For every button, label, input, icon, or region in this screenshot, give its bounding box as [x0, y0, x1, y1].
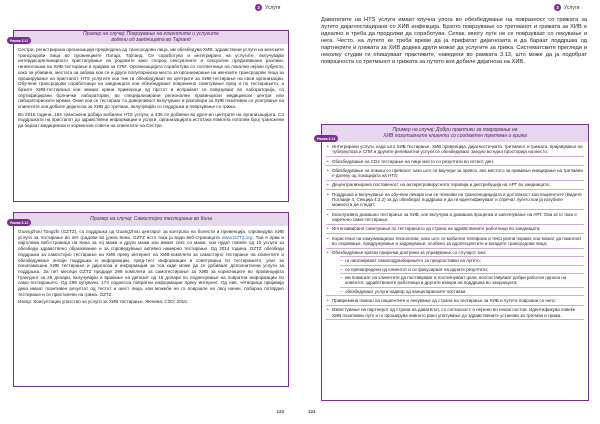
list-item: • Децентрализирана поставеност на антиретровирусната терапија и дистрибуција на АРТ во заедницата; — [326, 182, 584, 190]
box-tag: Рамка 3.12 — [7, 219, 31, 226]
paragraph-text: Guangzhou Tongzhi (GZTZ), со поддршка од Guangzhou центарот за контрола на болести и превенција, спроведува ХИВ услуги за тестирање во пет градови во јужна Кина. GZTZ исто така ја води веб-страницата — [18, 229, 284, 240]
box-title-line2: водени од заедницата во Тајланд — [111, 36, 191, 43]
case-box-thailand — [10, 30, 289, 202]
list-item: • Ексклузивно домашно тестирање за ХИВ, кое вклучува и домашна проценка и започнување на АРТ. Ова исто така е наречено само-тестирање; — [326, 212, 584, 225]
sub-list — [332, 256, 584, 293]
practice-list — [322, 142, 588, 320]
list-item: • Обезбедување на помош со превозот, како што се ваучери за превоз, ако местото за примање иницирање на третмани е далеку од локацијата на HTS; — [326, 168, 584, 181]
page-number: 124 — [308, 409, 316, 414]
paragraph-text-cont: . Таа е прва и најголема веб-страница на Кина за геј мажи и други мажи кои имаат секс со мажи, кои нудат повеќе од 10 услуги за обезбеди здравствено образование и за спроведување активно намерно тестирање. Од 2014 година, GZTZ обезбеди поддршка за самостојно тестирање на ХИВ преку интернет на ХИВ-комплети за самостојно тестирање на клиентите и обезбедување онлајн поддршка и информации, пред-тест информации и советувања по тестирањето, упат за понатамошни ХИВ тестирање и дијагноза и информации за тоа каде може да се добиваат дополнителни услуги за поддршка. За пет месеци GZTZ продаде 299 комплети за самотестирање за ХИВ за корисниците во провинцијата Гуангдонг за 25 долари, вклучувајќи и враќање на депозит од 16 долари по поднесување на повратни информации по само-тестирањето. Од 299 купувачи, 174 поднесоа повратни информации преку интернет. Од нив, четворица пријавија дека имаат позитивен резултат од тестот и шест лица, кои можеби не го поврзале на овој начин, побараа потврдно тестирање и се пристапени на грижа. GZTZ. — [18, 234, 284, 297]
box-tag: Рамка 3.11 — [7, 37, 31, 44]
list-item: • Обезбедување на CD4 тестирање на лице место со резултати во истиот ден; — [326, 159, 584, 167]
case-box-linkage — [317, 124, 589, 401]
box-body — [14, 44, 288, 134]
chapter-label: Услуги — [265, 4, 281, 11]
box-title — [383, 128, 527, 139]
chapter-header — [554, 4, 579, 11]
list-item: • Поддршка и вклучување на обучени лекари кои се членови на трансенодицијата и достапност кои пациентите (Видете Поглавје 4, Секција 4.2.2) за да обезбедат поддршка и да ги идентификуваат и спречат луѓето кои ја изгубиле можноста да следат; — [326, 192, 584, 210]
list-item: • Интегрирани услуги, каде што ХИВ тестирање, ХИВ превенција, дијагностичката, третманот и грижата, пријавување на туберкулоза и СПИ и другите релевантни услуги се обезбедуваат заедно во една просторија на место; — [326, 144, 584, 157]
box-title-bar — [10, 31, 288, 44]
box-paragraph: Сестри, регистрирана организација предводена од трансродови лица, им обезбедува ХИВ, здравствени услуги на женските трансродови лица во провинциите Патаја, Тајланд. Се соработува и интегрирано на услугите, вклучувајќи интердисциплинарното пристапување на родовите како според сексуалните и сексуални предизвикани разлики, гинеколошки на ХИВ-тестирање и пријави за СПИ. Организацијата соработува со соответнице на локални нејзин субјекти, како за убавина, местата за забава кои се и други популарниска места за организирање на женските трансродови лица за проширување на пристапот. HTS услугите кои тие ги обезбедуваат во центрите за ХИВ-тестирање на свои организации. Обучени трансродови соработници на заедницата кои обезбедуваат повремено советување пред и по тестирањето, а брзите ХИВ-тестирања кои земаат крвни примероци од прстот и испраќаат се поврзуваат во лабораторија, со сертифицирани болнички лаборатории, во специјализирани регионални провинциски медицински центри или лабораториските мрежи. Оние кои се тестираат со доверливост вклучуваат и разговори за ХИВ позитивни со упатување на клиентите кои добиле дијагноза за ХИВ до третман, вклучувајќи со поддршка и поврзување со грижа. — [18, 47, 284, 110]
box-title-line1: Пример на случај: Добри практики за поврзување на — [392, 126, 518, 133]
list-item: • Користење на комуникациски технологии, како што се мобилни телефони и текстуални пораки, кои можат да помогнат во откривање, придружување и задржување, особено за адолесцентите и младите трансродови лица; — [326, 236, 584, 249]
box-title-line2: ХИВ позитивните клиенти со соодветен третман и грижа — [383, 132, 527, 139]
list-item-text: Обезбедување кратки прирачки доктрини за управување со случајот, кои: — [332, 250, 487, 256]
box-tag: Рамка 3.13 — [314, 135, 338, 142]
box-paragraph: Во 2015 година, 154 трансжени добија мобилни HTS услуги, а 435 се добиени во дроп-ин центрите на организацијата. Со поддршката на пристапот до здравствени информации и услуги, организацијата истотака помогна поголем број трансжени да бараат медицински и хормонски совети на клиентите на Сестри. — [18, 111, 284, 129]
list-item: • Известување на партнерот од страна на давателот, со согласност, а нејзино во некои постои. Идентификува повеќе ХИВ позитивни луѓе и го проширува нивното рано упатување до здравствените установи за третман и грижа. — [326, 307, 584, 320]
list-item: • Интензивирано советување по тестирањето од страна на здравствените работници во заедницата; — [326, 226, 584, 234]
box-title: Пример на случај: Самостојно тестирање во Кина — [90, 215, 212, 222]
chapter-number-badge: 3 — [554, 4, 561, 11]
box-title — [83, 32, 219, 43]
list-item: • Привремена помош на пациентите и лекување од страна на тестирање за ХИВ и лутета поврзани со нега; — [326, 298, 584, 306]
chapter-label: Услуги — [564, 4, 580, 11]
chapter-header — [255, 4, 280, 11]
box-source: Извор: Консултации упатство за услуги за ХИВ тестирање. Женева: СЗО; 2015. — [18, 299, 189, 305]
box-title-line1: Пример на случај: Поврзување на клиентите и услугите — [83, 31, 219, 37]
box-title-bar — [317, 125, 588, 142]
gztz-link[interactable]: www.GZTZ.org — [221, 234, 253, 240]
box-title-bar — [10, 213, 288, 226]
chapter-number-badge: 3 — [255, 4, 262, 11]
box-paragraph — [18, 229, 284, 297]
page-number: 123 — [276, 409, 284, 414]
box-body — [14, 226, 288, 310]
list-item — [326, 250, 584, 296]
sub-list-item: – се пренапредени од клиентот и се фокусираат на идните резултати; — [340, 265, 584, 272]
sub-list-item: – обезбедуваат услуги надвор од канцелариските поставки. — [340, 287, 584, 294]
sub-list-item: – ги наплаќуваат самоподразбирањето за предпоставки на луѓето; — [340, 256, 584, 263]
sub-list-item: – им помагаат на клиентите да поставуваат и постигнуваат цели, воспоставуваат добри работни односи на клиентот, здравствените работници и другите извори на поддршка во заедницата; — [340, 273, 584, 286]
case-box-china — [10, 212, 289, 387]
intro-paragraph: Давателите на HTS услуги имаат клучна улога во обезбедување на повразност со грижата за лутето дијагностицирани со ХИВ инфекција. Брзото поврзување со третманот и грижата за ХИВ е идеално и треба да продолжи да соработува. Сепак, многу луѓе не се поврзуваат со лекување и нега. Честo, на лутето ке треба време да ја прифатат дијагнозата и да бараат поддршка од партнерите и грижата за ХИВ додека други можат да услугите за грижа. Систематските прегледи и неколку студии ги опишуваат практиките, наведени во рамката 3.13, што може да ја подобрат повразноста со третманот и грижата за лутето кои добиле дијагноза на ХИВ. — [321, 17, 587, 66]
